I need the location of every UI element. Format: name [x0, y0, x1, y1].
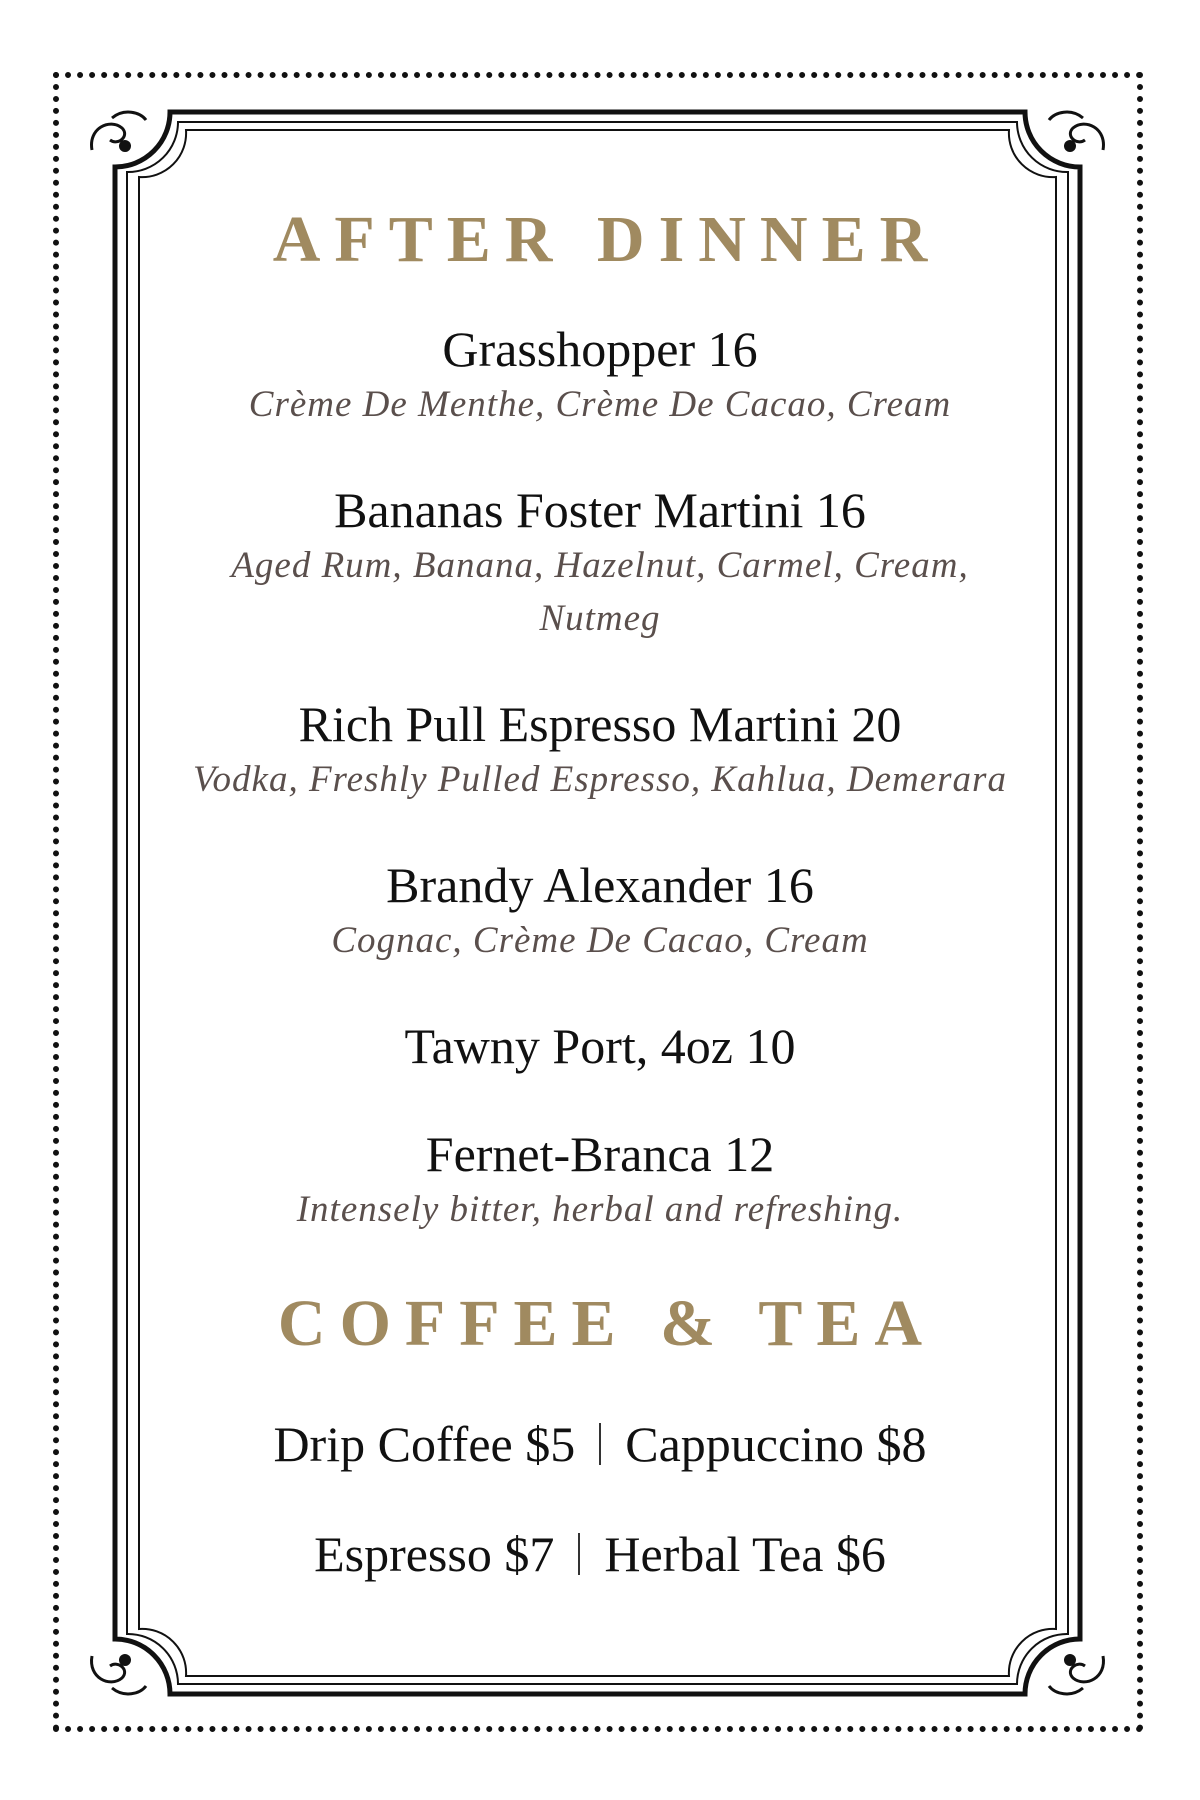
item-description: Cognac, Crème De Cacao, Cream [331, 920, 869, 961]
item-name: Fernet-Branca 12 [425, 1126, 775, 1182]
coffee-item: Cappuccino $8 [625, 1416, 927, 1472]
coffee-item: Espresso $7 [314, 1526, 555, 1582]
coffee-tea-title: COFFEE & TEA [277, 1287, 937, 1360]
item-name: Grasshopper 16 [442, 321, 758, 377]
menu-item [150, 320, 1050, 431]
item-description: Vodka, Freshly Pulled Espresso, Kahlua, Demerara [193, 759, 1007, 800]
flourish-icon [92, 1654, 146, 1694]
item-description: Aged Rum, Banana, Hazelnut, Carmel, Cream, Nutmeg [231, 545, 969, 639]
menu-content [150, 200, 1050, 1584]
menu-item [150, 1125, 1050, 1236]
menu-item [150, 695, 1050, 806]
menu-item [150, 856, 1050, 967]
item-name: Tawny Port, 4oz 10 [404, 1018, 796, 1074]
menu-item [150, 481, 1050, 645]
coffee-item: Herbal Tea $6 [604, 1526, 886, 1582]
after-dinner-title: AFTER DINNER [272, 203, 942, 276]
item-name: Rich Pull Espresso Martini 20 [298, 696, 902, 752]
item-description: Crème De Menthe, Crème De Cacao, Cream [248, 384, 952, 425]
flourish-icon [1049, 1654, 1103, 1694]
coffee-row [150, 1414, 1050, 1474]
divider [578, 1533, 580, 1575]
menu-item [150, 1017, 1050, 1075]
flourish-icon [92, 112, 146, 152]
item-description: Intensely bitter, herbal and refreshing. [296, 1189, 904, 1230]
coffee-row [150, 1524, 1050, 1584]
flourish-icon [1049, 112, 1103, 152]
item-name: Brandy Alexander 16 [386, 857, 814, 913]
item-name: Bananas Foster Martini 16 [334, 482, 866, 538]
divider [599, 1423, 601, 1465]
coffee-item: Drip Coffee $5 [273, 1416, 576, 1472]
